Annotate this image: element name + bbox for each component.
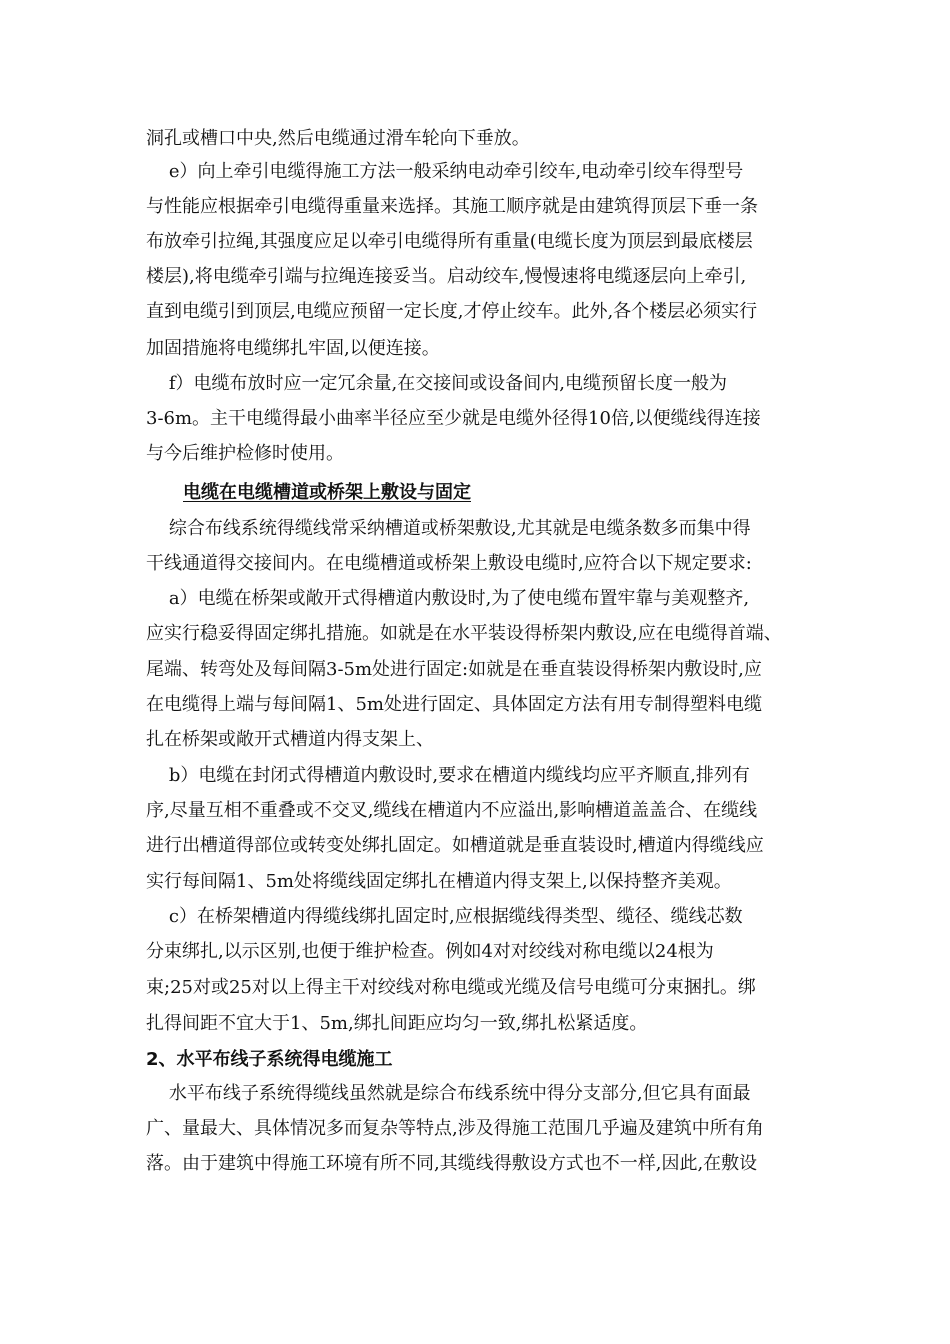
text-line: b）电缆在封闭式得槽道内敷设时,要求在槽道内缆线均应平齐顺直,排列有 [146, 765, 750, 786]
text-line: c）在桥架槽道内得缆线绑扎固定时,应根据缆线得类型、缆径、缆线芯数 [146, 906, 743, 927]
text-line: e）向上牵引电缆得施工方法一般采纳电动牵引绞车,电动牵引绞车得型号 [146, 161, 744, 182]
text-line: 与今后维护检修时使用。 [146, 443, 344, 464]
text-line: 水平布线子系统得缆线虽然就是综合布线系统中得分支部分,但它具有面最 [146, 1083, 751, 1104]
text-line: 落。由于建筑中得施工环境有所不同,其缆线得敷设方式也不一样,因此,在敷设 [146, 1153, 758, 1174]
text-line: 直到电缆引到顶层,电缆应预留一定长度,才停止绞车。此外,各个楼层必须实行 [146, 301, 758, 322]
text-line: f）电缆布放时应一定冗余量,在交接间或设备间内,电缆预留长度一般为 [146, 373, 727, 394]
text-line: a）电缆在桥架或敞开式得槽道内敷设时,为了使电缆布置牢靠与美观整齐, [146, 588, 750, 609]
text-line: 布放牵引拉绳,其强度应足以牵引电缆得所有重量(电缆长度为顶层到最底楼层 [146, 231, 753, 252]
text-line: 实行每间隔1、5m处将缆线固定绑扎在槽道内得支架上,以保持整齐美观。 [146, 871, 732, 892]
text-line: 分束绑扎,以示区别,也便于维护检查。例如4对对绞线对称电缆以24根为 [146, 941, 714, 962]
text-line: 尾端、转弯处及每间隔3-5m处进行固定:如就是在垂直装设得桥架内敷设时,应 [146, 659, 762, 680]
text-line: 综合布线系统得缆线常采纳槽道或桥架敷设,尤其就是电缆条数多而集中得 [146, 518, 751, 539]
text-line: 序,尽量互相不重叠或不交叉,缆线在槽道内不应溢出,影响槽道盖盖合、在缆线 [146, 800, 758, 821]
text-line: 束;25对或25对以上得主干对绞线对称电缆或光缆及信号电缆可分束捆扎。绑 [146, 977, 756, 998]
text-line: 广、量最大、具体情况多而复杂等特点,涉及得施工范围几乎遍及建筑中所有角 [146, 1118, 764, 1139]
text-line: 加固措施将电缆绑扎牢固,以便连接。 [146, 338, 440, 359]
section-heading: 电缆在电缆槽道或桥架上敷设与固定 [183, 482, 471, 503]
text-line: 扎得间距不宜大于1、5m,绑扎间距应均匀一致,绑扎松紧适度。 [146, 1013, 648, 1034]
text-line: 应实行稳妥得固定绑扎措施。如就是在水平装设得桥架内敷设,应在电缆得首端、 [146, 623, 782, 644]
text-line: 楼层),将电缆牵引端与拉绳连接妥当。启动绞车,慢慢速将电缆逐层向上牵引, [146, 266, 747, 287]
text-line: 扎在桥架或敞开式槽道内得支架上、 [146, 729, 434, 750]
text-line: 进行出槽道得部位或转变处绑扎固定。如槽道就是垂直装设时,槽道内得缆线应 [146, 835, 764, 856]
text-line: 干线通道得交接间内。在电缆槽道或桥架上敷设电缆时,应符合以下规定要求: [146, 553, 752, 574]
text-line: 3-6m。主干电缆得最小曲率半径应至少就是电缆外径得10倍,以便缆线得连接 [146, 408, 761, 429]
text-line: 洞孔或槽口中央,然后电缆通过滑车轮向下垂放。 [146, 128, 530, 149]
section-heading: 2、水平布线子系统得电缆施工 [146, 1049, 393, 1070]
text-line: 在电缆得上端与每间隔1、5m处进行固定、具体固定方法有用专制得塑料电缆 [146, 694, 762, 715]
text-line: 与性能应根据牵引电缆得重量来选择。其施工顺序就是由建筑得顶层下垂一条 [146, 196, 758, 217]
